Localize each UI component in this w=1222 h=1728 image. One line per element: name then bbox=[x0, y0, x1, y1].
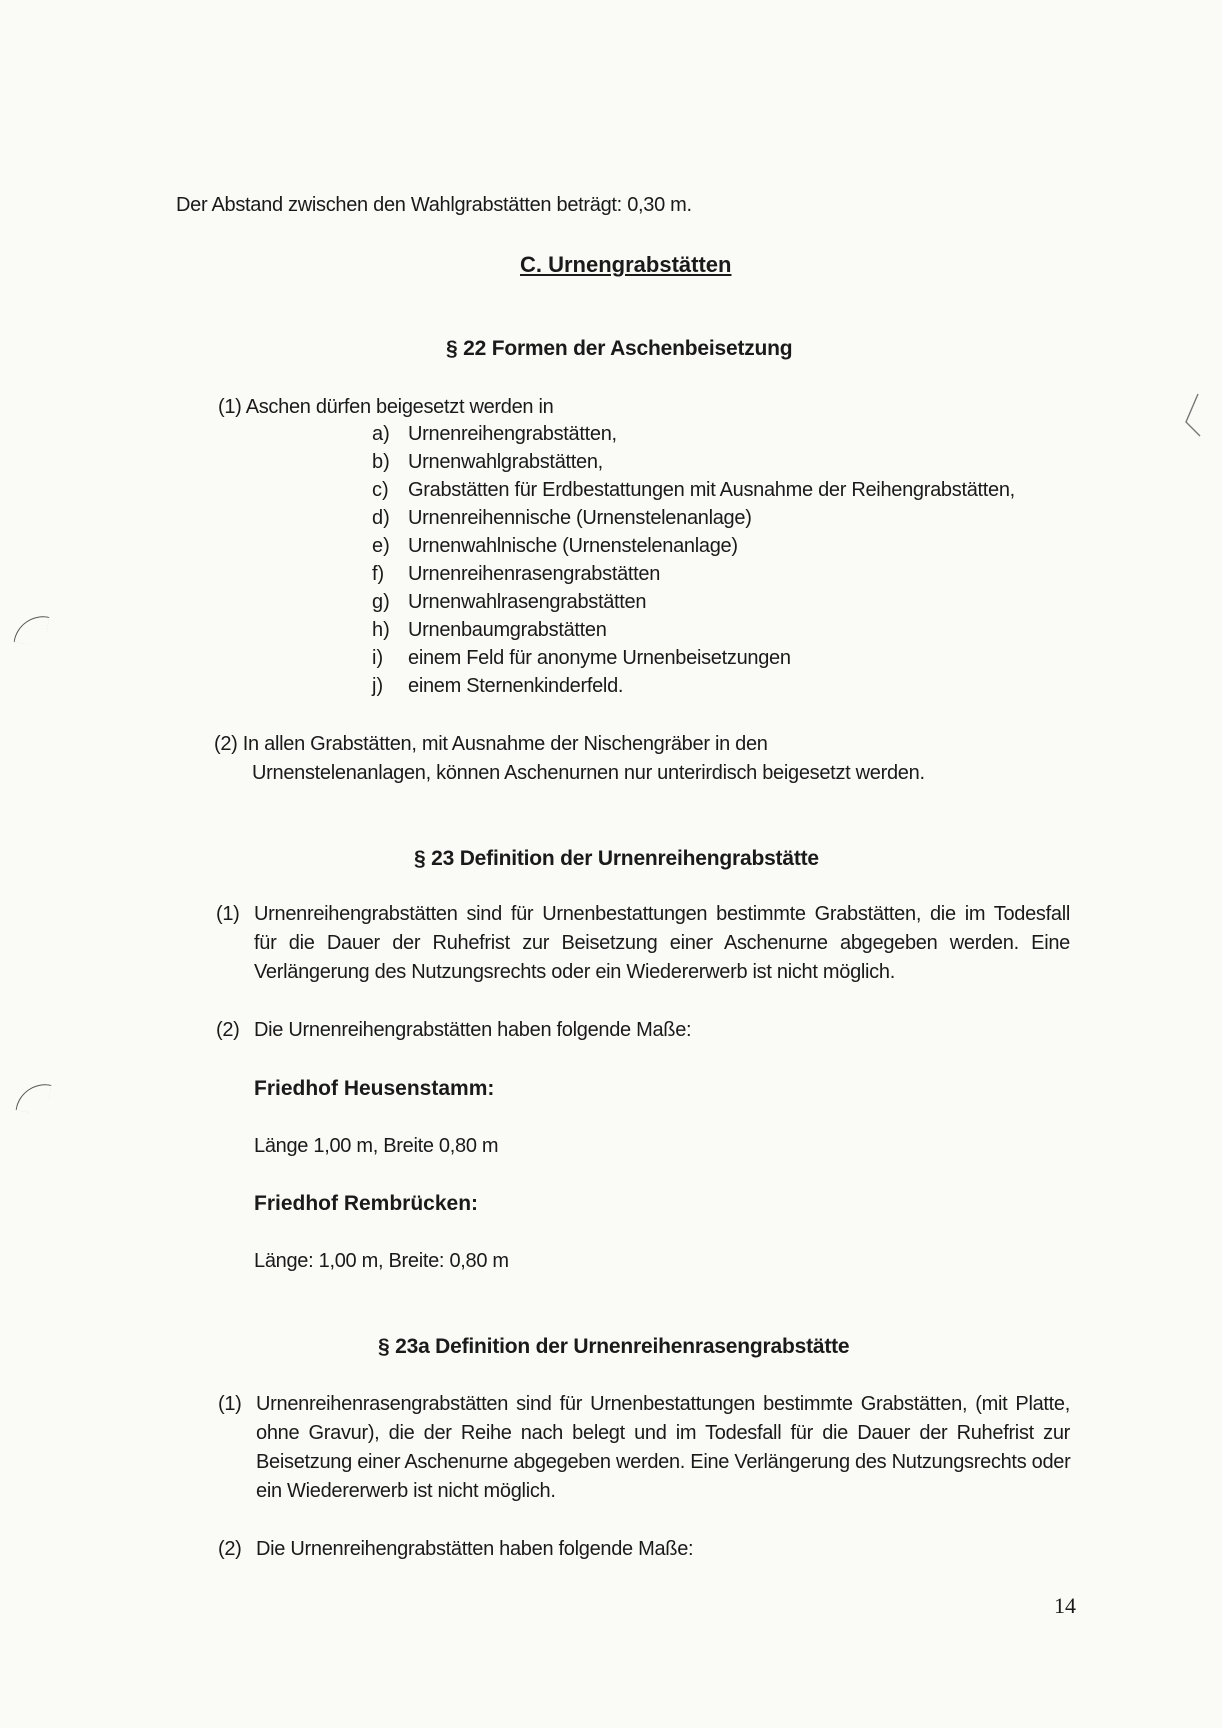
paragraph-23a-2-text: Die Urnenreihengrabstätten haben folgende Maße: bbox=[256, 1538, 694, 1560]
paragraph-22-intro: (1) Aschen dürfen beigesetzt werden in bbox=[218, 396, 554, 418]
list-item: einem Feld für anonyme Urnenbeisetzungen bbox=[408, 647, 791, 669]
paragraph-23a-1-line2: ohne Gravur), die der Reihe nach belegt und im Todesfall für die Dauer der Ruhefrist zur bbox=[256, 1422, 1070, 1444]
fold-mark-icon bbox=[1180, 392, 1204, 444]
paragraph-number: (1) bbox=[218, 1393, 242, 1415]
list-item: einem Sternenkinderfeld. bbox=[408, 675, 624, 697]
paragraph-number: (2) bbox=[216, 1019, 240, 1041]
paragraph-23a-title: § 23a Definition der Urnenreihenrasengrabstätte bbox=[378, 1335, 850, 1358]
list-item: Urnenwahlnische (Urnenstelenanlage) bbox=[408, 535, 738, 557]
paragraph-23-2-text: Die Urnenreihengrabstätten haben folgende Maße: bbox=[254, 1019, 692, 1041]
paragraph-23a-1-line1: Urnenreihenrasengrabstätten sind für Urnenbestattungen bestimmte Grabstätten, (mit Platte, bbox=[256, 1393, 1070, 1415]
list-item-letter: f) bbox=[372, 563, 385, 585]
cemetery-dimensions: Länge 1,00 m, Breite 0,80 m bbox=[254, 1135, 499, 1157]
list-item-letter: e) bbox=[372, 535, 390, 557]
punch-hole-mark bbox=[14, 612, 50, 648]
list-item-letter: i) bbox=[372, 647, 384, 669]
list-item: Urnenreihennische (Urnenstelenanlage) bbox=[408, 507, 752, 529]
page-number: 14 bbox=[1054, 1593, 1076, 1618]
paragraph-number: (1) bbox=[216, 903, 240, 925]
paragraph-22-title: § 22 Formen der Aschenbeisetzung bbox=[446, 337, 793, 360]
list-item: Urnenreihengrabstätten, bbox=[408, 423, 617, 445]
cemetery-heading: Friedhof Heusenstamm: bbox=[254, 1077, 495, 1100]
paragraph-number: (2) bbox=[218, 1538, 242, 1560]
list-item: Urnenwahlrasengrabstätten bbox=[408, 591, 647, 613]
list-item: Urnenreihenrasengrabstätten bbox=[408, 563, 661, 585]
section-heading: C. Urnengrabstätten bbox=[520, 252, 732, 277]
cemetery-dimensions: Länge: 1,00 m, Breite: 0,80 m bbox=[254, 1250, 509, 1272]
list-item-letter: d) bbox=[372, 507, 390, 529]
paragraph-23a-1-line3: Beisetzung einer Aschenurne abgegeben werden. Eine Verlängerung des Nutzungsrechts oder bbox=[256, 1451, 1071, 1473]
paragraph-23a-1-line4: ein Wiedererwerb ist nicht möglich. bbox=[256, 1480, 556, 1502]
list-item-letter: c) bbox=[372, 479, 389, 501]
paragraph-22-2-line2: Urnenstelenanlagen, können Aschenurnen nur unterirdisch beigesetzt werden. bbox=[252, 762, 925, 784]
paragraph-22-2-line1: (2) In allen Grabstätten, mit Ausnahme der Nischengräber in den bbox=[214, 733, 768, 755]
paragraph-23-1-line3: Verlängerung des Nutzungsrechts oder ein Wiedererwerb ist nicht möglich. bbox=[254, 961, 895, 983]
list-item: Urnenwahlgrabstätten, bbox=[408, 451, 603, 473]
intro-text: Der Abstand zwischen den Wahlgrabstätten beträgt: 0,30 m. bbox=[176, 194, 692, 216]
list-item: Grabstätten für Erdbestattungen mit Ausnahme der Reihengrabstätten, bbox=[408, 479, 1015, 501]
paragraph-23-1-line2: für die Dauer der Ruhefrist zur Beisetzung einer Aschenurne abgegeben werden. Eine bbox=[254, 932, 1070, 954]
paragraph-23-title: § 23 Definition der Urnenreihengrabstätte bbox=[414, 847, 819, 870]
list-item-letter: j) bbox=[372, 675, 384, 697]
list-item-letter: b) bbox=[372, 451, 390, 473]
paragraph-23-1-line1: Urnenreihengrabstätten sind für Urnenbestattungen bestimmte Grabstätten, die im Todesfall bbox=[254, 903, 1070, 925]
list-item-letter: g) bbox=[372, 591, 390, 613]
list-item: Urnenbaumgrabstätten bbox=[408, 619, 607, 641]
list-item-letter: a) bbox=[372, 423, 390, 445]
list-item-letter: h) bbox=[372, 619, 390, 641]
cemetery-heading: Friedhof Rembrücken: bbox=[254, 1192, 479, 1215]
punch-hole-mark bbox=[16, 1080, 52, 1116]
